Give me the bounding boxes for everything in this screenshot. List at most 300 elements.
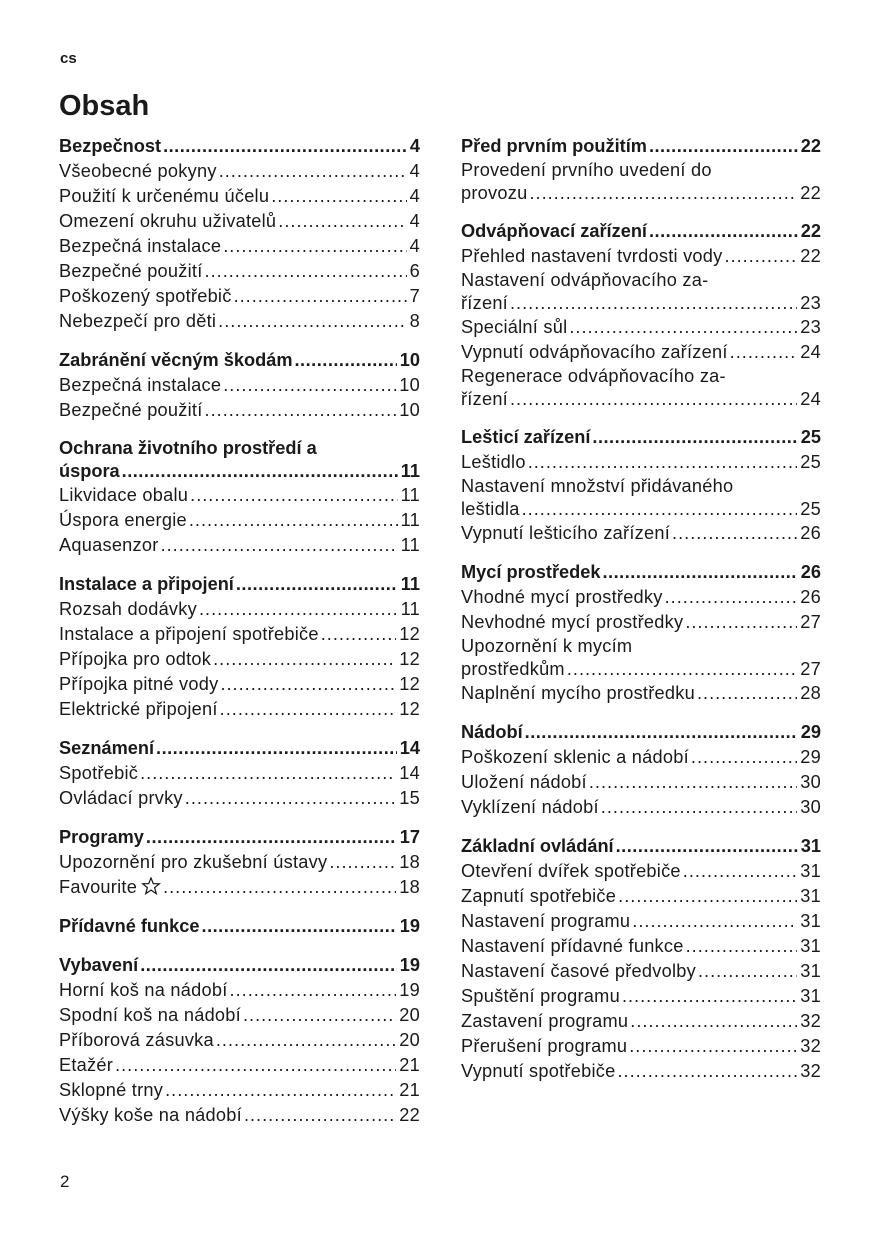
toc-entry-title: [461, 884, 616, 909]
toc-page-number: 14: [399, 763, 420, 783]
toc-page-number: 22: [800, 246, 821, 266]
toc-entry-title: [59, 533, 159, 558]
toc-page-number: 21: [399, 1055, 420, 1075]
toc-entry[interactable]: [59, 234, 420, 259]
toc-entry-title-text: Otevření dvířek spotřebiče: [461, 861, 681, 881]
toc-entry-row: [461, 610, 821, 635]
toc-entry[interactable]: [461, 884, 821, 909]
toc-entry-title: [461, 795, 599, 820]
toc-entry[interactable]: [59, 1078, 420, 1103]
toc-entry-row: [59, 533, 420, 558]
toc-page-number: 19: [399, 955, 420, 975]
dot-leader: [190, 483, 397, 508]
toc-entry-title-text: Aquasenzor: [59, 535, 159, 555]
toc-entry-title: [461, 585, 663, 610]
dot-leader: [510, 388, 797, 411]
toc-page-number: 6: [409, 261, 420, 281]
toc-entry-row: [461, 340, 821, 365]
dot-leader: [122, 460, 398, 483]
toc-entry-title: [59, 348, 293, 373]
toc-entry-row: [461, 219, 821, 244]
dot-leader: [510, 292, 797, 315]
toc-entry[interactable]: [461, 1059, 821, 1084]
toc-entry[interactable]: [461, 795, 821, 820]
toc-entry-title: [461, 182, 527, 205]
toc-entry-row: [461, 884, 821, 909]
toc-entry-row: [461, 134, 821, 159]
toc-page-number: 29: [800, 722, 821, 742]
dot-leader: [278, 209, 406, 234]
toc-page-number: 15: [399, 788, 420, 808]
toc-entry[interactable]: [59, 508, 420, 533]
toc-entry-title: [461, 681, 695, 706]
toc-entry-title: [461, 720, 523, 745]
toc-entry-title-text: Ovládací prvky: [59, 788, 183, 808]
toc-page-number: 29: [800, 747, 821, 767]
toc-entry-title-text: Bezpečnost: [59, 136, 162, 156]
toc-entry[interactable]: [461, 315, 821, 340]
toc-entry-title: [59, 572, 234, 597]
toc-entry-title-text: Vhodné mycí prostředky: [461, 587, 663, 607]
toc-section: [461, 834, 821, 1084]
toc-entry-title-text: Poškození sklenic a nádobí: [461, 747, 689, 767]
toc-entry-row: [461, 720, 821, 745]
toc-entry-title-text: Nádobí: [461, 722, 523, 742]
toc-entry[interactable]: [59, 875, 420, 900]
toc-entry[interactable]: [461, 681, 821, 706]
dot-leader: [220, 697, 397, 722]
dot-leader: [205, 259, 407, 284]
dot-leader: [629, 1034, 797, 1059]
toc-page-number: 11: [400, 510, 420, 530]
toc-entry[interactable]: [461, 1034, 821, 1059]
toc-entry[interactable]: [461, 635, 821, 681]
toc-entry-title: [59, 483, 188, 508]
toc-entry-row: [59, 622, 420, 647]
toc-entry-row: [59, 647, 420, 672]
toc-entry-title: [59, 309, 216, 334]
toc-entry-title: [59, 398, 203, 423]
toc-entry-title: [461, 498, 520, 521]
toc-entry-title-text: Úspora energie: [59, 510, 187, 530]
toc-entry-row: [461, 745, 821, 770]
toc-entry-title: [461, 909, 630, 934]
dot-leader: [567, 658, 797, 681]
dot-leader: [234, 284, 407, 309]
toc-entry-title-text: Leštidlo: [461, 452, 526, 472]
toc-entry[interactable]: [59, 159, 420, 184]
toc-page-number: 14: [399, 738, 420, 758]
toc-entry-row: [461, 521, 821, 546]
toc-entry-title: [461, 1009, 628, 1034]
toc-entry-row: [59, 672, 420, 697]
toc-entry-title-text: Spuštění programu: [461, 986, 620, 1006]
toc-entry-title: [59, 134, 161, 159]
page-number: 2: [60, 1172, 70, 1191]
toc-entry-title-text: Speciální sůl: [461, 317, 568, 337]
toc-entry-row: [461, 1034, 821, 1059]
toc-entry-title-text: Nastavení přídavné funkce: [461, 936, 684, 956]
toc-page-number: 32: [800, 1036, 821, 1056]
toc-entry-row: [59, 184, 420, 209]
toc-section-heading[interactable]: [59, 825, 420, 850]
toc-entry-row: [461, 585, 821, 610]
toc-entry[interactable]: [461, 244, 821, 269]
toc-entry[interactable]: [59, 309, 420, 334]
dot-leader: [529, 182, 797, 205]
toc-page-number: 4: [409, 236, 420, 256]
dot-leader: [725, 244, 798, 269]
toc-page-number: 26: [800, 587, 821, 607]
toc-entry-title: [461, 859, 681, 884]
dot-leader: [140, 761, 396, 786]
toc-entry-title: [461, 134, 647, 159]
toc-entry-title-text: řízení: [461, 293, 508, 313]
toc-entry-title-line: Upozornění k mycím: [461, 636, 633, 656]
toc-entry[interactable]: [461, 984, 821, 1009]
dot-leader: [146, 825, 397, 850]
toc-section: [59, 953, 420, 1128]
dot-leader: [525, 720, 798, 745]
toc-page-number: 30: [800, 772, 821, 792]
toc-entry[interactable]: [461, 959, 821, 984]
toc-entry-title-text: leštidla: [461, 499, 520, 519]
toc-section-heading[interactable]: [461, 219, 821, 244]
toc-entry[interactable]: [59, 597, 420, 622]
toc-entry[interactable]: [461, 934, 821, 959]
toc-entry[interactable]: [59, 622, 420, 647]
toc-page-number: 30: [800, 797, 821, 817]
toc-entry-row: [461, 909, 821, 934]
toc-entry[interactable]: [461, 340, 821, 365]
dot-leader: [592, 425, 797, 450]
toc-entry-title-text: Upozornění pro zkušební ústavy: [59, 852, 328, 872]
toc-entry[interactable]: [59, 761, 420, 786]
toc-entry-row: [461, 681, 821, 706]
toc-entry-row: [461, 450, 821, 475]
toc-entry-title-text: Vypnutí spotřebiče: [461, 1061, 616, 1081]
toc-page-number: 21: [399, 1080, 420, 1100]
toc-entry-title-text: Vypnutí odvápňovacího zařízení: [461, 342, 728, 362]
toc-entry[interactable]: [59, 184, 420, 209]
toc-section: [461, 425, 821, 546]
dot-leader: [672, 521, 797, 546]
toc-entry-title: [461, 315, 567, 340]
toc-page-number: 12: [399, 649, 420, 669]
dot-leader: [295, 348, 397, 373]
toc-entry-row: [59, 134, 420, 159]
dot-leader: [230, 978, 397, 1003]
toc-section-heading[interactable]: [59, 953, 420, 978]
toc-entry[interactable]: [59, 1028, 420, 1053]
toc-page-number: 11: [400, 461, 420, 481]
toc-page-number: 24: [800, 342, 821, 362]
dot-leader: [589, 770, 797, 795]
toc-section: [461, 134, 821, 205]
toc-entry-title-text: Všeobecné pokyny: [59, 161, 217, 181]
toc-page-number: 22: [800, 136, 821, 156]
toc-section-heading[interactable]: [59, 914, 420, 939]
toc-entry-title-text: Výšky koše na nádobí: [59, 1105, 242, 1125]
toc-entry[interactable]: [461, 770, 821, 795]
toc-entry-row: [461, 425, 821, 450]
toc-entry[interactable]: [461, 745, 821, 770]
toc-entry[interactable]: [461, 585, 821, 610]
toc-entry-title-text: Zabránění věcným škodám: [59, 350, 293, 370]
toc-entry-title: [59, 914, 200, 939]
toc-page-number: 4: [409, 136, 420, 156]
toc-entry-row: [461, 658, 821, 681]
dot-leader: [199, 597, 398, 622]
toc-entry[interactable]: [461, 159, 821, 205]
toc-entry-title-text: Etažér: [59, 1055, 114, 1075]
toc-entry-title-text: Lešticí zařízení: [461, 427, 591, 447]
toc-entry[interactable]: [59, 1053, 420, 1078]
toc-entry-title: [59, 786, 183, 811]
toc-entry-row: [461, 934, 821, 959]
toc-entry[interactable]: [59, 284, 420, 309]
toc-entry-title-text: Spodní koš na nádobí: [59, 1005, 241, 1025]
toc-entry-title: [461, 770, 587, 795]
dot-leader: [220, 672, 396, 697]
toc-section-heading[interactable]: [59, 134, 420, 159]
toc-page-number: 4: [409, 161, 420, 181]
dot-leader: [603, 560, 798, 585]
toc-entry-row: [461, 292, 821, 315]
toc-entry[interactable]: [461, 1009, 821, 1034]
toc-entry[interactable]: [461, 521, 821, 546]
toc-page-number: 12: [399, 624, 420, 644]
toc-section-heading[interactable]: [59, 437, 420, 483]
toc-entry[interactable]: [59, 209, 420, 234]
dot-leader: [189, 508, 398, 533]
toc-entry-title: [461, 292, 508, 315]
dot-leader: [163, 134, 407, 159]
toc-entry-title: [59, 460, 120, 483]
toc-entry-title-text: Nastavení programu: [461, 911, 631, 931]
toc-entry[interactable]: [59, 373, 420, 398]
toc-entry-title: [59, 1103, 242, 1128]
toc-entry-title: [461, 610, 683, 635]
toc-entry-title: [59, 284, 232, 309]
toc-section: [59, 914, 420, 939]
dot-leader: [618, 884, 797, 909]
dot-leader: [616, 834, 798, 859]
toc-entry-row: [461, 388, 821, 411]
toc-page-number: 11: [400, 574, 420, 594]
toc-section-heading[interactable]: [461, 425, 821, 450]
toc-entry[interactable]: [59, 1103, 420, 1128]
dot-leader: [140, 953, 397, 978]
toc-entry-title: [59, 761, 138, 786]
toc-page-number: 4: [409, 211, 420, 231]
toc-entry-title: [59, 1053, 113, 1078]
toc-section-heading[interactable]: [59, 572, 420, 597]
toc-page-number: 22: [399, 1105, 420, 1125]
dot-leader: [244, 1103, 396, 1128]
toc-section-heading[interactable]: [461, 560, 821, 585]
toc-page-number: 8: [409, 311, 420, 331]
toc-entry-title-text: Mycí prostředek: [461, 562, 601, 582]
dot-leader: [632, 909, 797, 934]
toc-entry-title: [59, 672, 218, 697]
page-title: Obsah: [59, 90, 150, 122]
toc-entry-title-text: Likvidace obalu: [59, 485, 189, 505]
dot-leader: [522, 498, 798, 521]
toc-entry-title-text: Poškozený spotřebič: [59, 286, 232, 306]
toc-entry[interactable]: [461, 909, 821, 934]
toc-section: [59, 437, 420, 558]
dot-leader: [730, 340, 798, 365]
toc-entry[interactable]: [461, 475, 821, 521]
toc-page-number: 27: [800, 659, 821, 679]
toc-entry[interactable]: [59, 978, 420, 1003]
toc-entry-row: [59, 1053, 420, 1078]
dot-leader: [630, 1009, 797, 1034]
toc-entry[interactable]: [461, 610, 821, 635]
dot-leader: [161, 533, 398, 558]
dot-leader: [649, 134, 798, 159]
toc-page-number: 20: [399, 1030, 420, 1050]
dot-leader: [115, 1053, 396, 1078]
toc-entry[interactable]: [461, 450, 821, 475]
toc-entry-title: [59, 234, 221, 259]
toc-page-number: 25: [800, 499, 821, 519]
toc-entry-title-text: Sklopné trny: [59, 1080, 164, 1100]
toc-page-number: 26: [800, 523, 821, 543]
toc-page-number: 31: [800, 961, 821, 981]
dot-leader: [165, 1078, 396, 1103]
toc-section-heading[interactable]: [59, 348, 420, 373]
toc-page-number: 11: [400, 535, 420, 555]
toc-entry[interactable]: [59, 697, 420, 722]
toc-entry-title: [59, 850, 327, 875]
toc-page-number: 32: [800, 1011, 821, 1031]
toc-entry-title: [461, 658, 565, 681]
toc-page-number: 23: [800, 317, 821, 337]
toc-entry[interactable]: [59, 398, 420, 423]
toc-entry-title-text: Spotřebič: [59, 763, 139, 783]
toc-section-heading[interactable]: [461, 134, 821, 159]
toc-entry[interactable]: [461, 365, 821, 411]
toc-entry-title: [59, 953, 138, 978]
toc-entry-title: [461, 450, 526, 475]
toc-entry-title-text: Nebezpečí pro děti: [59, 311, 217, 331]
dot-leader: [685, 610, 797, 635]
toc-entry-row: [59, 1028, 420, 1053]
toc-entry-row: [461, 770, 821, 795]
toc-entry[interactable]: [461, 859, 821, 884]
toc-entry[interactable]: [59, 483, 420, 508]
toc-page-number: 4: [409, 186, 420, 206]
toc-entry[interactable]: [59, 786, 420, 811]
toc-page-number: 32: [800, 1061, 821, 1081]
toc-entry-title-text: Bezpečná instalace: [59, 375, 222, 395]
toc-right-column: [461, 134, 821, 1098]
toc-entry-title: [461, 959, 696, 984]
toc-entry-row: [59, 209, 420, 234]
dot-leader: [213, 647, 396, 672]
dot-leader: [528, 450, 798, 475]
toc-entry[interactable]: [59, 850, 420, 875]
toc-section: [59, 825, 420, 900]
toc-entry-title: [59, 597, 197, 622]
toc-entry[interactable]: [461, 269, 821, 315]
toc-entry-title: [59, 373, 221, 398]
toc-entry[interactable]: [59, 1003, 420, 1028]
toc-entry-title: [59, 978, 228, 1003]
toc-page-number: 17: [399, 827, 420, 847]
toc-entry-title-text: Instalace a připojení: [59, 574, 234, 594]
toc-entry-title-text: Přídavné funkce: [59, 916, 200, 936]
toc-entry-row: [461, 859, 821, 884]
toc-page-number: 23: [800, 293, 821, 313]
toc-entry-title: [59, 736, 154, 761]
toc-page-number: 24: [800, 389, 821, 409]
toc-entry-row: [59, 398, 420, 423]
toc-entry-title: [461, 521, 670, 546]
toc-entry-row: [461, 795, 821, 820]
toc-entry-title-text: Použití k určenému účelu: [59, 186, 270, 206]
toc-entry-row: [59, 159, 420, 184]
toc-section: [461, 720, 821, 820]
toc-page-number: 31: [800, 886, 821, 906]
toc-page-number: 31: [800, 911, 821, 931]
toc-page-number: 19: [399, 916, 420, 936]
toc-entry-row: [59, 1003, 420, 1028]
toc-entry-row: [59, 697, 420, 722]
toc-entry-row: [59, 761, 420, 786]
toc-entry-title-line: Nastavení množství přidávaného: [461, 476, 734, 496]
toc-left-column: [59, 134, 420, 1142]
dot-leader: [691, 745, 797, 770]
toc-section-heading[interactable]: [59, 736, 420, 761]
toc-entry-row: [59, 875, 420, 900]
toc-page-number: 31: [800, 986, 821, 1006]
toc-entry[interactable]: [59, 533, 420, 558]
toc-entry-title-text: Základní ovládání: [461, 836, 614, 856]
toc-section: [59, 134, 420, 334]
toc-entry-title-line: Provedení prvního uvedení do: [461, 160, 712, 180]
toc-entry-title: [59, 1078, 163, 1103]
toc-entry[interactable]: [59, 672, 420, 697]
toc-entry[interactable]: [59, 647, 420, 672]
toc-entry-row: [59, 483, 420, 508]
toc-entry-row: [461, 498, 821, 521]
toc-entry[interactable]: [59, 259, 420, 284]
toc-page-number: 22: [800, 183, 821, 203]
toc-entry-title: [59, 159, 217, 184]
toc-entry-title-text: Nevhodné mycí prostředky: [461, 612, 684, 632]
toc-entry-title-text: Přerušení programu: [461, 1036, 628, 1056]
toc-entry-row: [59, 850, 420, 875]
dot-leader: [156, 736, 397, 761]
toc-entry-row: [461, 244, 821, 269]
dot-leader: [205, 398, 397, 423]
toc-entry-row: [461, 182, 821, 205]
toc-entry-row: [59, 572, 420, 597]
toc-section-heading[interactable]: [461, 720, 821, 745]
toc-entry-title: [461, 340, 728, 365]
toc-entry-title: [461, 984, 620, 1009]
toc-section: [59, 736, 420, 811]
toc-section-heading[interactable]: [461, 834, 821, 859]
toc-page-number: 28: [800, 683, 821, 703]
toc-entry-title-line: Ochrana životního prostředí a: [59, 438, 317, 458]
toc-entry-title: [461, 388, 508, 411]
toc-entry-title-text: Před prvním použitím: [461, 136, 647, 156]
dot-leader: [321, 622, 397, 647]
